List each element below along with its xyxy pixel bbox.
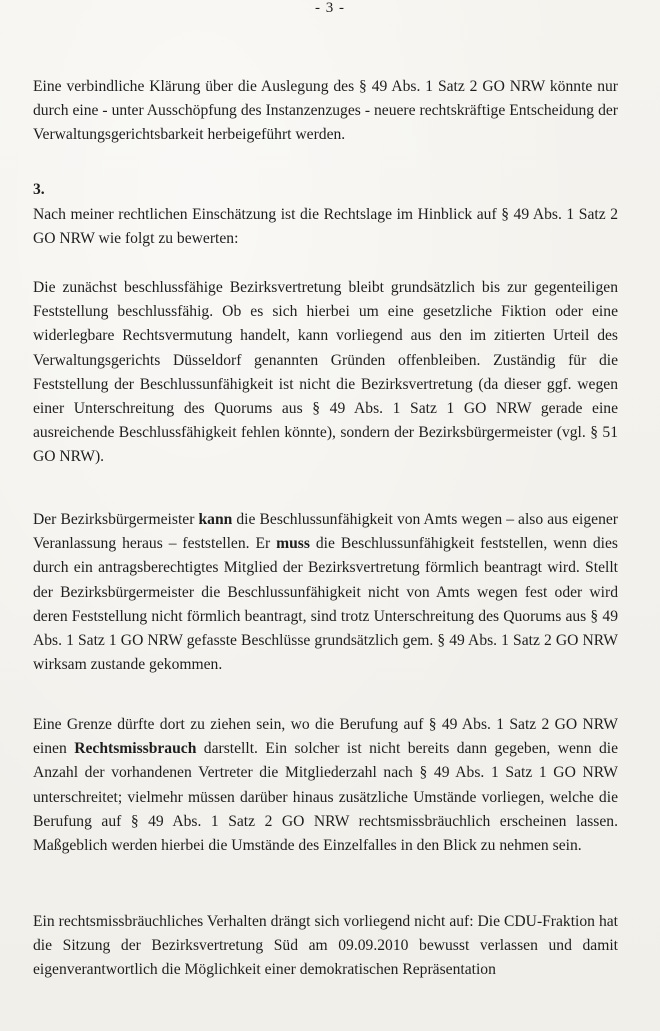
text-segment: Der Bezirksbürgermeister: [33, 511, 199, 528]
text-segment: darstellt. Ein solcher ist nicht bereits dann gegeben, wenn die Anzahl der vorhandenen Vertreter die Mitgliederzahl nach § 49 Abs. 1 Satz 1 GO NRW unterschreitet; vielmehr müssen darüber hinaus zusätzliche Umstände vorliegen, welche die Berufung auf § 49 Abs. 1 Satz 2 GO NRW rechtsmissbräuchlich erscheinen lassen. Maßgeblich werden hierbei die Umstände des Einzelfalles in den Blick zu nehmen sein.: [33, 740, 619, 855]
text-segment: die Beschlussunfähigkeit von Amts wegen – also aus eigener Veranlassung heraus – feststellen. Er: [33, 511, 618, 553]
paragraph-mayor-determination: [33, 508, 618, 677]
paragraph-interpretation-clarification: Eine verbindliche Klärung über die Auslegung des § 49 Abs. 1 Satz 2 GO NRW könnte nur durch eine - unter Ausschöpfung des Instanzenzuges - neuere rechtskräftige Entscheidung der Verwaltungsgerichtsbarkeit herbeigeführt werden.: [33, 78, 618, 144]
emphasis-kann: kann: [198, 511, 233, 528]
text-segment: die Beschlussunfähigkeit feststellen, wenn dies durch ein antragsberechtigtes Mitglied der Bezirksvertretung förmlich beantragt wird. Stellt der Bezirksbürgermeister die Beschlussunfähigkeit nicht von Amts wegen fest oder wird deren Feststellung nicht förmlich beantragt, sind trotz Unterschreitung des Quorums aus § 49 Abs. 1 Satz 1 GO NRW gefasste Beschlüsse grundsätzlich gem. § 49 Abs. 1 Satz 2 GO NRW wirksam zustande gekommen.: [33, 535, 618, 674]
paragraph-cdu-faction: Ein rechtsmissbräuchliches Verhalten drängt sich vorliegend nicht auf: Die CDU-Fraktion hat die Sitzung der Bezirksvertretung Süd am 09.09.2010 bewusst verlassen und damit eigenverantwortlich die Möglichkeit einer demokratischen Repräsentation: [33, 913, 618, 979]
emphasis-muss: muss: [276, 535, 310, 553]
text-segment: Eine Grenze dürfte dort zu ziehen sein, wo die Berufung auf § 49 Abs. 1 Satz 2 GO NRW einen: [33, 716, 618, 758]
emphasis-rechtsmissbrauch: Rechtsmissbrauch: [74, 740, 197, 758]
paragraph-abuse-of-rights: [33, 713, 618, 858]
paragraph-quorum-presumption: Die zunächst beschlussfähige Bezirksvertretung bleibt grundsätzlich bis zur gegenteiligen Feststellung beschlussfähig. Ob es sich hierbei um eine gesetzliche Fiktion oder eine widerlegbare Rechtsvermutung handelt, kann vorliegend aus den im zitierten Urteil des Verwaltungsgerichts Düsseldorf genannten Gründen offenbleiben. Zuständig für die Feststellung der Beschlussunfähigkeit ist nicht die Bezirksvertretung (da dieser ggf. wegen einer Unterschreitung des Quorums aus § 49 Abs. 1 Satz 1 GO NRW gerade eine ausreichende Beschlussfähigkeit fehlen könnte), sondern der Bezirksbürgermeister (vgl. § 51 GO NRW).: [33, 279, 618, 466]
section-number: 3.: [33, 181, 45, 198]
page-number: - 3 -: [315, 0, 345, 16]
paragraph-legal-assessment-intro: Nach meiner rechtlichen Einschätzung ist die Rechtslage im Hinblick auf § 49 Abs. 1 Satz 2 GO NRW wie folgt zu bewerten:: [33, 206, 618, 248]
